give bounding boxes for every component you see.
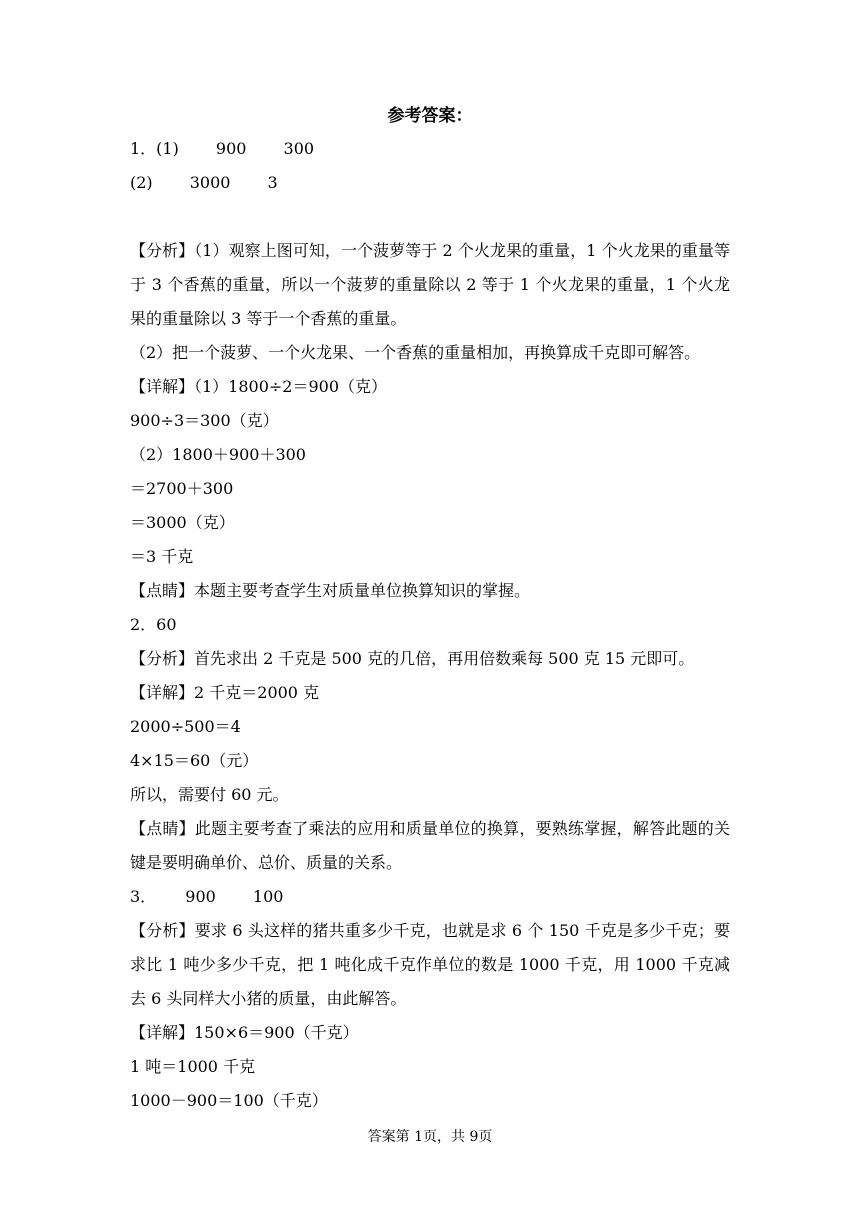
detail-1-line-5: ＝3000（克）	[130, 513, 235, 532]
answer-content	[130, 132, 730, 1118]
comment-2-paragraph: 【点睛】此题主要考查了乘法的应用和质量单位的换算，要熟练掌握，解答此题的关键是要明确单价、总价、质量的关系。	[130, 819, 730, 872]
analysis-3-paragraph: 【分析】要求 6 头这样的猪共重多少千克，也就是求 6 个 150 千克是多少千克；要求比 1 吨少多少千克，把 1 吨化成千克作单位的数是 1000 千克，用 1000 千克减去 6 头同样大小猪的质量，由此解答。	[130, 921, 730, 1008]
blank-line	[130, 200, 730, 234]
page-title: 参考答案：	[387, 106, 473, 126]
answer-2: 2．60	[130, 615, 177, 634]
detail-1-line-2: 900÷3＝300（克）	[130, 411, 279, 430]
analysis-2: 【分析】首先求出 2 千克是 500 克的几倍，再用倍数乘每 500 克 15 元即可。	[130, 649, 695, 668]
answer-3: 3． 900 100	[130, 887, 284, 906]
detail-2-line-2: 2000÷500＝4	[130, 717, 241, 736]
answer-1-part-2: (2) 3000 3	[130, 173, 278, 192]
detail-2-line-4: 所以，需要付 60 元。	[130, 785, 289, 804]
analysis-1-part-2: （2）把一个菠萝、一个火龙果、一个香蕉的重量相加，再换算成千克即可解答。	[130, 343, 701, 362]
detail-2-line-3: 4×15＝60（元）	[130, 751, 259, 770]
comment-1: 【点睛】本题主要考查学生对质量单位换算知识的掌握。	[130, 581, 531, 600]
answer-1-part-1: 1．(1) 900 300	[130, 139, 315, 158]
detail-3-line-3: 1000－900＝100（千克）	[130, 1091, 328, 1110]
detail-1-line-1: 【详解】（1）1800÷2＝900（克）	[130, 377, 388, 396]
detail-2-line-1: 【详解】2 千克＝2000 克	[130, 683, 320, 702]
detail-1-line-4: ＝2700＋300	[130, 479, 234, 498]
detail-3-line-2: 1 吨＝1000 千克	[130, 1057, 256, 1076]
detail-1-line-3: （2）1800＋900＋300	[130, 445, 306, 464]
page-footer: 答案第 1页，共 9页	[367, 1129, 493, 1145]
detail-3-line-1: 【详解】150×6＝900（千克）	[130, 1023, 359, 1042]
detail-1-line-6: ＝3 千克	[130, 547, 194, 566]
analysis-1-paragraph: 【分析】（1）观察上图可知，一个菠萝等于 2 个火龙果的重量，1 个火龙果的重量等于 3 个香蕉的重量，所以一个菠萝的重量除以 2 等于 1 个火龙果的重量，1 个火龙果的重量除以 3 等于一个香蕉的重量。	[130, 241, 730, 328]
